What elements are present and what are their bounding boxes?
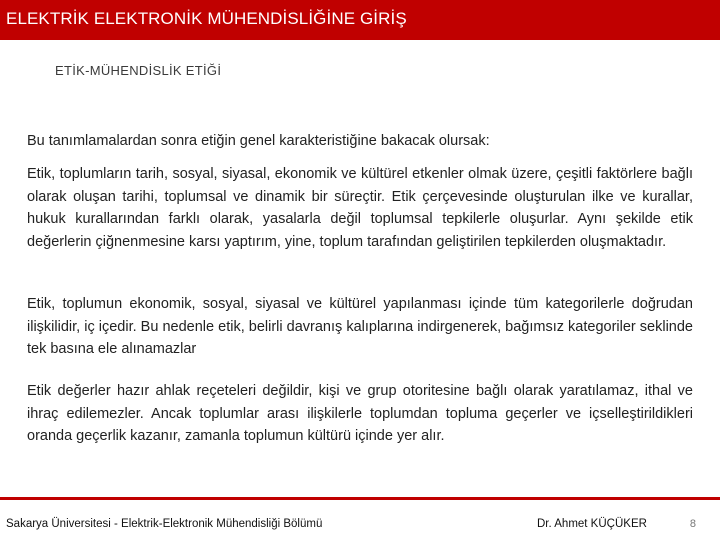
slide-subtitle: ETİK-MÜHENDİSLİK ETİĞİ — [55, 63, 222, 78]
footer-author: Dr. Ahmet KÜÇÜKER — [537, 518, 647, 530]
paragraph-2: Etik, toplumun ekonomik, sosyal, siyasal ve kültürel yapılanması içinde tüm kategorilerle doğrudan ilişkilidir, iç içedir. Bu nedenle etik, belirli davranış kalıplarına indirgenerek, bağımsız kategoriler seklinde tek basına ele alınamazlar — [27, 296, 693, 357]
header-title: ELEKTRİK ELEKTRONİK MÜHENDİSLİĞİNE GİRİŞ — [6, 9, 407, 28]
header-bar — [0, 0, 720, 40]
page-number: 8 — [689, 518, 696, 530]
intro-text: Bu tanımlamalardan sonra etiğin genel karakteristiğine bakacak olursak: — [27, 133, 490, 149]
paragraph-3: Etik değerler hazır ahlak reçeteleri değildir, kişi ve grup otoritesine bağlı olarak yaratılamaz, ithal ve ihraç edilemezler. Ancak toplumlar arası ilişkilerle toplumdan topluma geçerler ve içselleştirildikleri oranda geçerlik kazanır, zamanla toplumun kültürü içinde yer alır. — [27, 383, 693, 444]
paragraph-1: Etik, toplumların tarih, sosyal, siyasal, ekonomik ve kültürel etkenler olmak üzere, çeşitli faktörlere bağlı olarak oluşan tarihi, toplumsal ve dinamik bir süreçtir. Etik çerçevesinde oluşturulan ilke ve kurallar, hukuk kurallarından farklı olarak, yasalarla değil toplumsal tepkilerle oluşurlar. Aynı şekilde etik değerlerin çiğnenmesine karsı yaptırım, yine, toplum tarafından geliştirilen tepkilerden oluşmaktadır. — [27, 166, 693, 250]
footer-divider — [0, 497, 720, 500]
footer-institution: Sakarya Üniversitesi - Elektrik-Elektronik Mühendisliği Bölümü — [6, 518, 323, 530]
